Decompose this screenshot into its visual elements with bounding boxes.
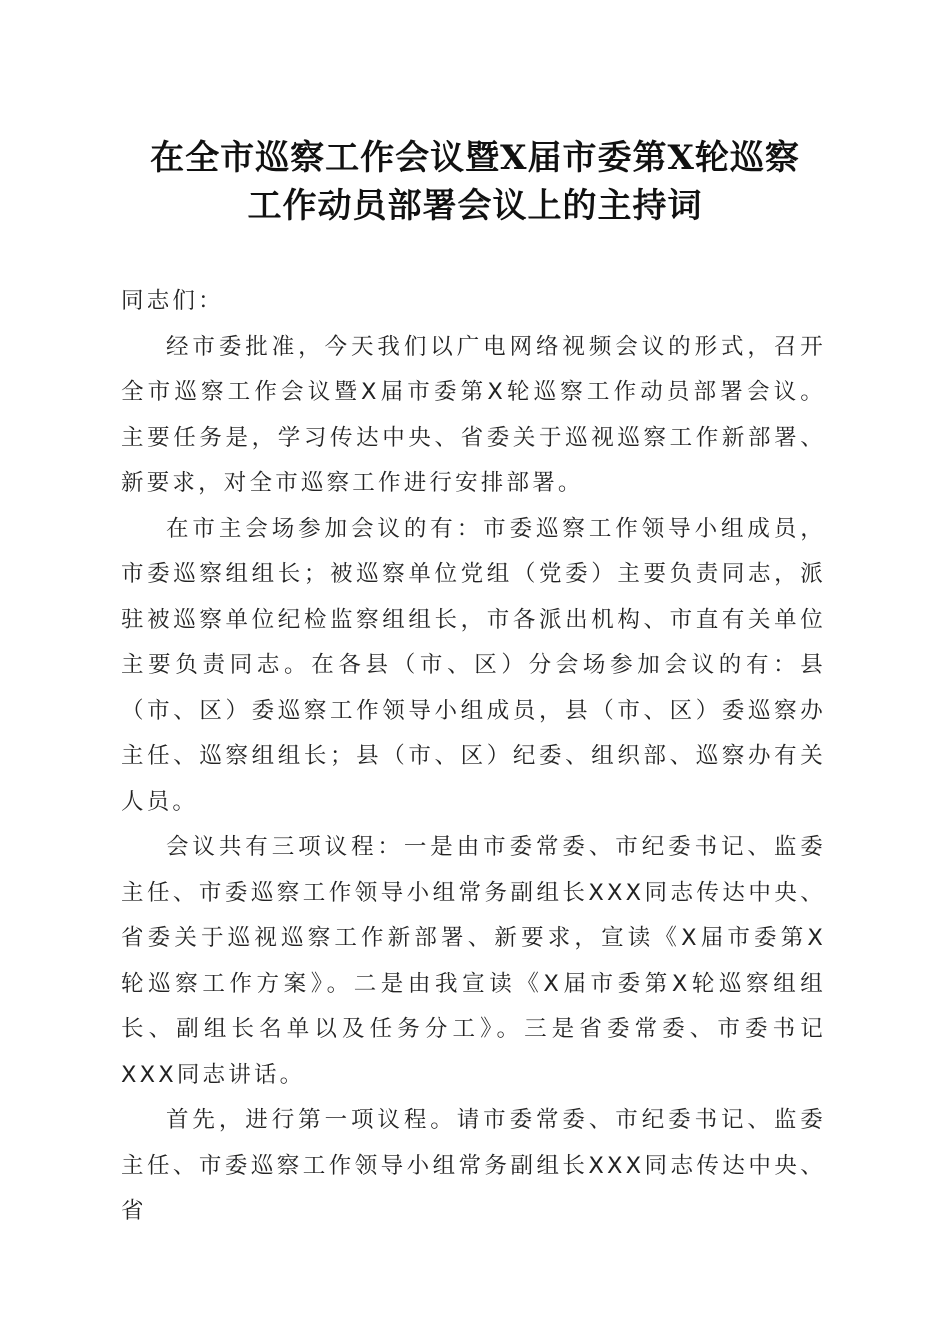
paragraph-3: 会议共有三项议程：一是由市委常委、市纪委书记、监委主任、市委巡察工作领导小组常务副组长XXX同志传达中央、省委关于巡视巡察工作新部署、新要求，宣读《X届市委第X轮巡察工作方案》。二是由我宣读《X届市委第X轮巡察组组长、副组长名单以及任务分工》。三是省委常委、市委书记XXX同志讲话。 [121, 834, 826, 1088]
document-body [121, 279, 826, 1235]
paragraph-2: 在市主会场参加会议的有：市委巡察工作领导小组成员，市委巡察组组长；被巡察单位党组（党委）主要负责同志，派驻被巡察单位纪检监察组组长，市各派出机构、市直有关单位主要负责同志。在各县（市、区）分会场参加会议的有：县（市、区）委巡察工作领导小组成员，县（市、区）委巡察办主任、巡察组组长；县（市、区）纪委、组织部、巡察办有关人员。 [121, 515, 826, 815]
title-line-1: 在全市巡察工作会议暨X届市委第X轮巡察 [150, 138, 800, 178]
salutation: 同志们： [121, 288, 224, 314]
paragraph-1: 经市委批准，今天我们以广电网络视频会议的形式，召开全市巡察工作会议暨X届市委第X轮巡察工作动员部署会议。主要任务是，学习传达中央、省委关于巡视巡察工作新部署、新要求，对全市巡察工作进行安排部署。 [121, 333, 826, 496]
paragraph-4: 首先，进行第一项议程。请市委常委、市纪委书记、监委主任、市委巡察工作领导小组常务副组长XXX同志传达中央、省 [121, 1107, 826, 1224]
title-line-2: 工作动员部署会议上的主持词 [247, 186, 703, 226]
document-title [100, 134, 850, 230]
